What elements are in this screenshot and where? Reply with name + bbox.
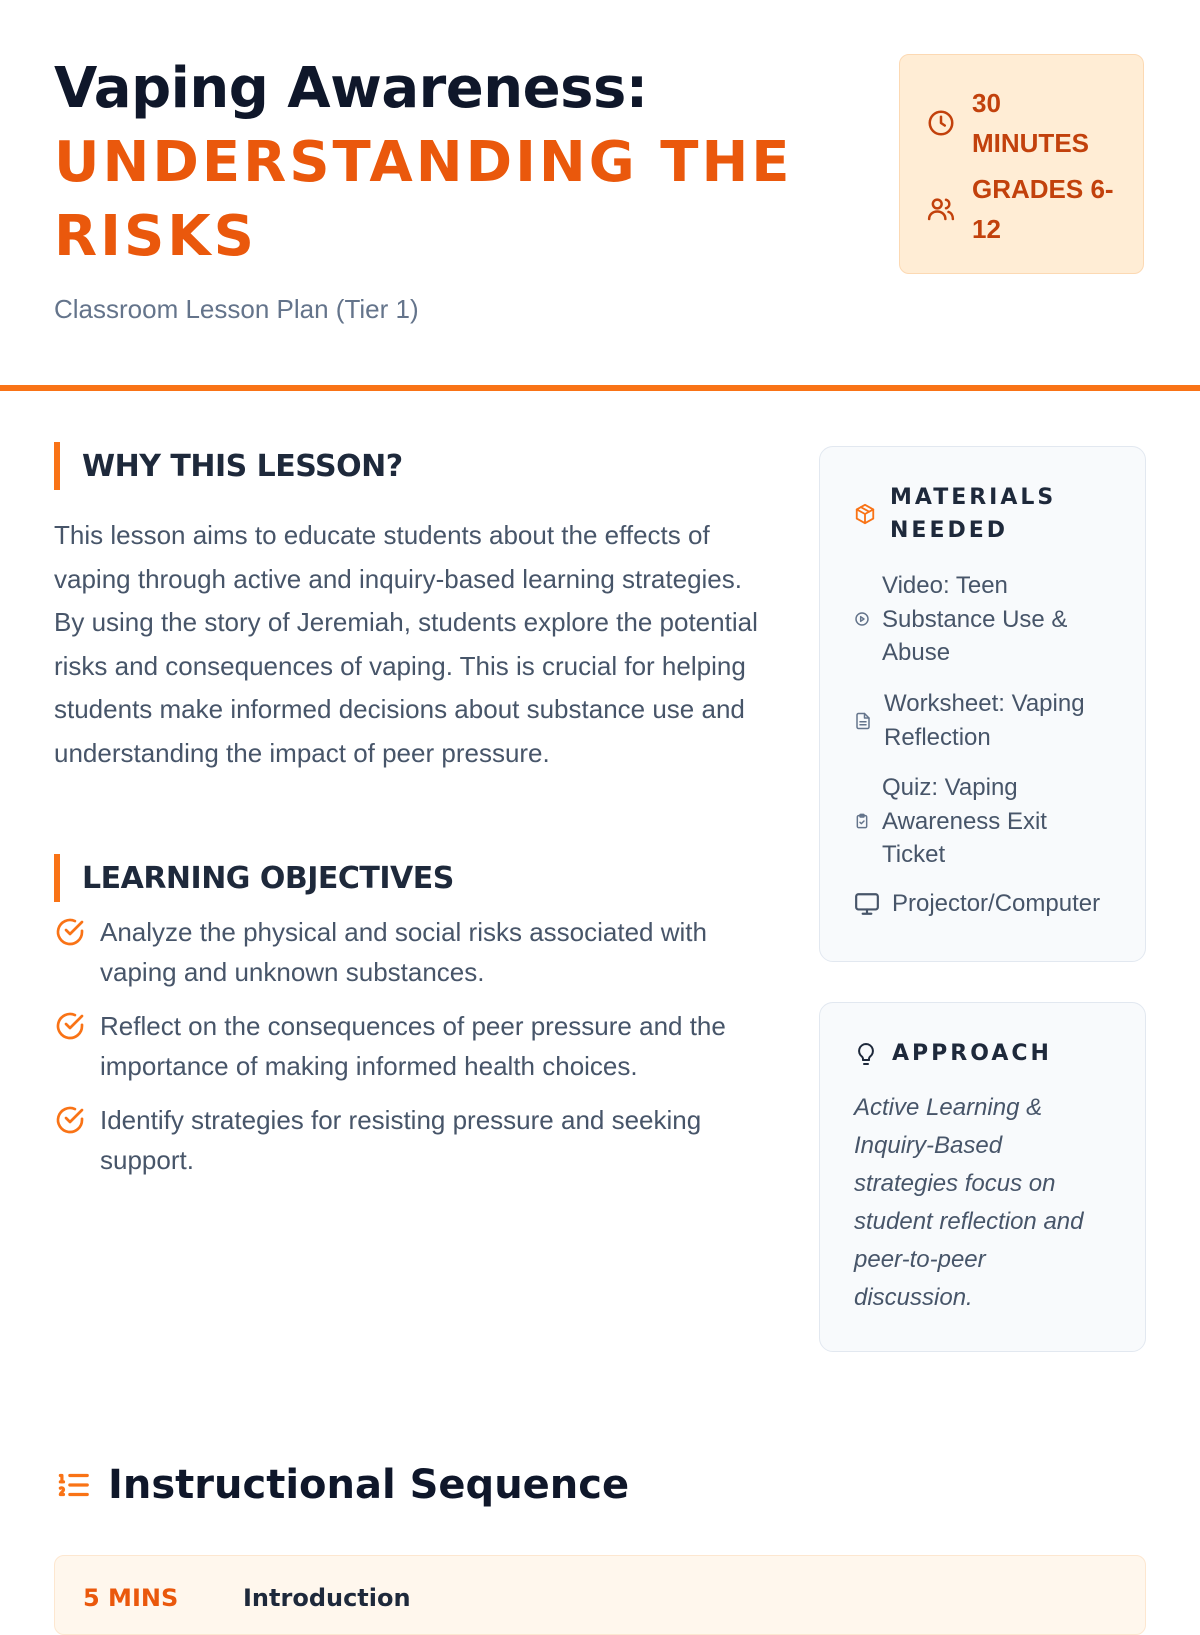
duration-text: 30 MINUTES	[972, 88, 1089, 158]
monitor-icon	[854, 891, 880, 917]
lesson-header	[54, 52, 1146, 342]
list-ordered-icon	[54, 1466, 92, 1504]
file-text-icon	[854, 712, 872, 730]
approach-heading-text: APPROACH	[892, 1041, 1052, 1066]
package-icon	[854, 503, 876, 525]
objectives-heading	[54, 854, 454, 902]
objective-text: Analyze the physical and social risks associated with vaping and unknown substances.	[100, 917, 707, 987]
sequence-heading-text: Instructional Sequence	[108, 1462, 630, 1508]
check-circle-icon	[54, 1010, 86, 1042]
why-heading-text: WHY THIS LESSON?	[82, 448, 403, 484]
check-circle-icon	[54, 916, 86, 948]
title-main: Vaping Awareness:	[54, 56, 648, 121]
objective-text: Identify strategies for resisting pressure and seeking support.	[100, 1105, 702, 1175]
list-item	[54, 1100, 774, 1180]
clock-icon	[926, 108, 956, 138]
step-duration: 5 MINS	[83, 1584, 179, 1612]
heading-accent-bar	[54, 854, 60, 902]
heading-accent-bar	[54, 442, 60, 490]
sequence-heading	[54, 1462, 629, 1508]
why-heading	[54, 442, 403, 490]
grades-meta	[926, 169, 1122, 249]
material-item	[854, 687, 1104, 754]
page-subtitle: Classroom Lesson Plan (Tier 1)	[54, 294, 419, 324]
duration-meta	[926, 83, 1122, 163]
lesson-meta-card	[899, 54, 1144, 274]
material-label: Worksheet: Vaping Reflection	[884, 690, 1085, 751]
approach-heading	[854, 1037, 1052, 1070]
list-item	[54, 1006, 774, 1086]
materials-heading	[854, 481, 1090, 547]
objective-text: Reflect on the consequences of peer pressure and the importance of making informed health choices.	[100, 1011, 726, 1081]
header-divider	[0, 385, 1200, 391]
why-paragraph: This lesson aims to educate students about the effects of vaping through active and inquiry-based learning strategies. By using the story of Jeremiah, students explore the potential risks and consequences of vaping. This is crucial for helping students make informed decisions about substance use and understanding the impact of peer pressure.	[54, 520, 758, 768]
material-label: Quiz: Vaping Awareness Exit Ticket	[882, 774, 1047, 868]
materials-heading-text: MATERIALS NEEDED	[890, 485, 1057, 543]
title-highlight: UNDERSTANDING THE RISKS	[54, 130, 793, 269]
play-circle-icon	[854, 611, 870, 627]
objectives-heading-text: LEARNING OBJECTIVES	[82, 860, 454, 896]
material-item	[854, 569, 1092, 670]
material-item	[854, 887, 1100, 921]
clipboard-check-icon	[854, 813, 870, 829]
material-label: Video: Teen Substance Use & Abuse	[882, 572, 1068, 666]
materials-card	[819, 446, 1146, 962]
grades-text: GRADES 6-12	[972, 174, 1114, 244]
list-item	[54, 912, 774, 992]
approach-card	[819, 1002, 1146, 1352]
step-title: Introduction	[243, 1584, 411, 1612]
check-circle-icon	[54, 1104, 86, 1136]
approach-text: Active Learning & Inquiry-Based strategies focus on student reflection and peer-to-peer discussion.	[854, 1094, 1084, 1311]
page-title	[54, 52, 854, 274]
material-item	[854, 771, 1092, 872]
users-icon	[926, 194, 956, 224]
lightbulb-icon	[854, 1042, 878, 1066]
material-label: Projector/Computer	[892, 890, 1101, 917]
sequence-step	[54, 1555, 1146, 1635]
